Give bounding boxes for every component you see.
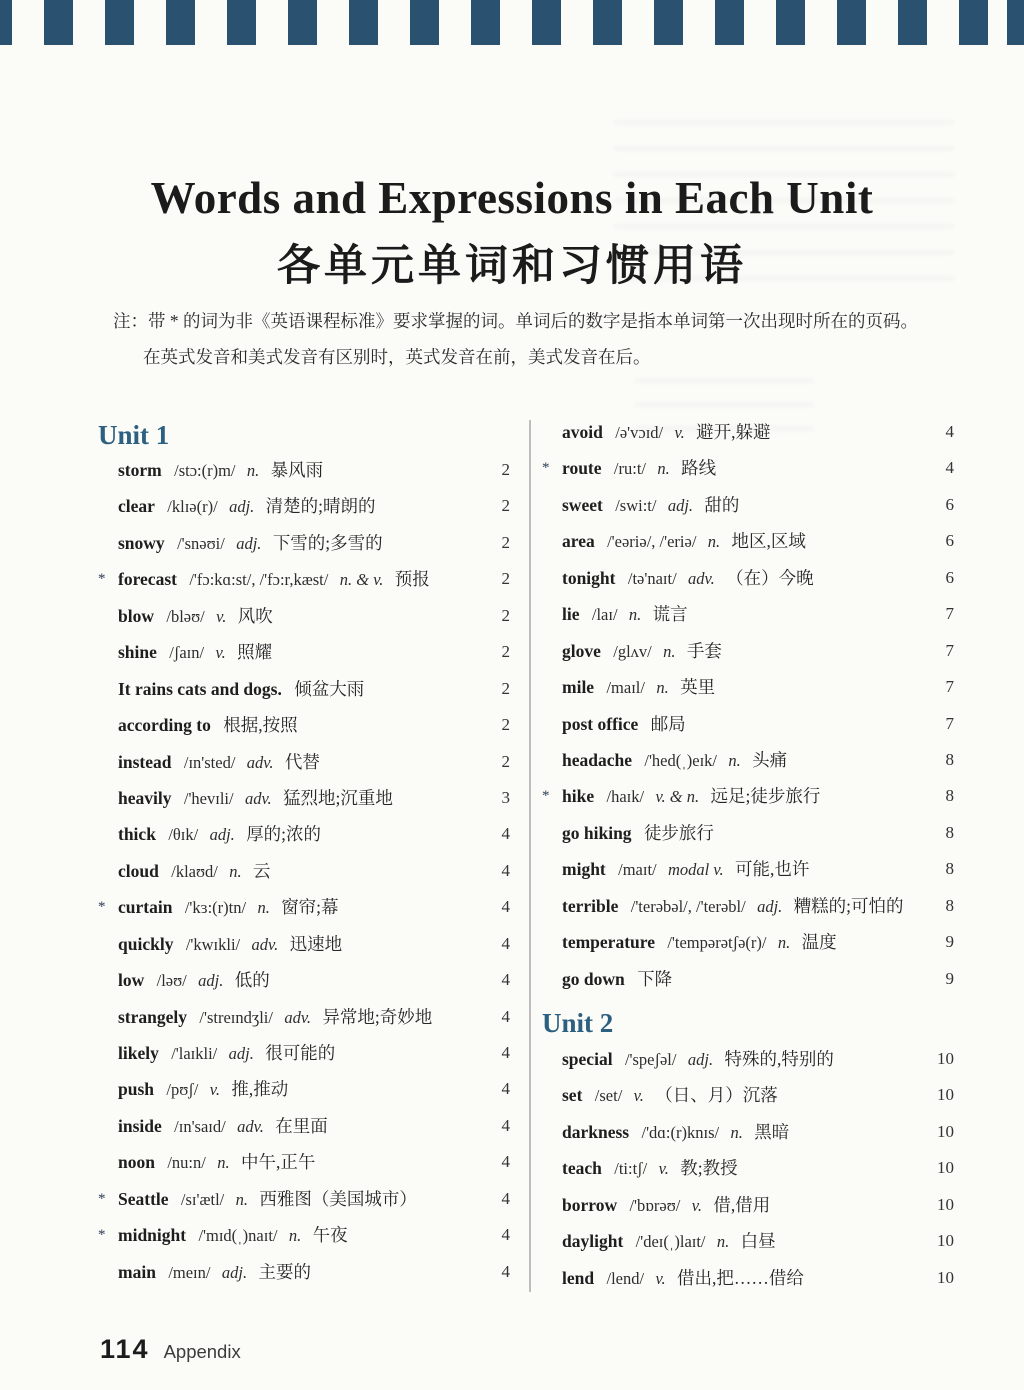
entry-chinese-gloss: 远足;徒步旅行 (710, 786, 821, 807)
top-stripe-band (0, 0, 1024, 45)
entry-word: lend (562, 1267, 595, 1288)
entry-chinese-gloss: 根据,按照 (223, 715, 298, 736)
word-entry (98, 744, 512, 780)
entry-page-number: 2 (501, 678, 510, 698)
unit-2-heading: Unit 2 (542, 1008, 614, 1038)
entry-phonetic: /'terəbəl/, /'terəbl/ (630, 896, 746, 916)
word-entry (98, 816, 512, 852)
page-title-chinese: 各单元单词和习惯用语 (277, 242, 747, 290)
entry-chinese-gloss: 很可能的 (265, 1043, 336, 1063)
entry-page-number: 4 (501, 970, 510, 990)
entry-word: It rains cats and dogs. (118, 678, 282, 699)
word-entry (542, 633, 956, 669)
word-entry (98, 1254, 512, 1290)
entry-word: forecast (118, 569, 177, 590)
word-entry (542, 888, 956, 924)
entry-chinese-gloss: 在里面 (275, 1115, 328, 1136)
entry-page-number: 2 (501, 605, 510, 625)
entry-part-of-speech: adv. (284, 1007, 312, 1027)
word-entry (542, 560, 956, 596)
entry-phonetic: /maɪt/ (618, 860, 657, 880)
word-entry (542, 1077, 956, 1113)
entry-page-number: 4 (501, 1152, 510, 1172)
entry-chinese-gloss: 避开,躲避 (696, 422, 771, 442)
entry-word: darkness (562, 1121, 630, 1142)
entry-phonetic: /ti:tʃ/ (614, 1159, 648, 1179)
entry-part-of-speech: v. (216, 606, 227, 626)
entry-part-of-speech: n. (777, 933, 791, 953)
entry-part-of-speech: n. (235, 1189, 248, 1209)
entry-chinese-gloss: 路线 (681, 458, 717, 479)
entry-part-of-speech: v. (674, 423, 685, 442)
entry-phonetic: /'eəriə/, /'eriə/ (607, 532, 697, 552)
entry-phonetic: /'bɒrəʊ/ (629, 1195, 681, 1215)
entry-page-number: 7 (945, 713, 954, 733)
entry-phonetic: /ʃaɪn/ (169, 643, 205, 663)
entry-chinese-gloss: 倾盆大雨 (294, 678, 365, 699)
entry-phonetic: /θɪk/ (168, 825, 199, 845)
entry-chinese-gloss: 手套 (686, 640, 722, 661)
entry-word: sweet (562, 494, 603, 515)
entry-word: post office (562, 713, 639, 734)
entry-word: Seattle (118, 1188, 169, 1209)
word-entry (98, 1035, 512, 1071)
word-entry (98, 999, 512, 1035)
entry-phonetic: /sɪ'ætl/ (180, 1189, 225, 1209)
non-curriculum-star-marker: * (98, 571, 106, 588)
entry-page-number: 4 (501, 860, 510, 880)
entry-chinese-gloss: 猛烈地;沉重地 (283, 787, 393, 808)
entry-word: heavily (118, 787, 172, 808)
word-entry (542, 742, 956, 778)
word-entry (542, 924, 956, 960)
entry-part-of-speech: v. (215, 643, 226, 663)
entry-word: main (118, 1261, 156, 1282)
entry-word: noon (118, 1152, 155, 1173)
entry-phonetic: /maɪl/ (606, 678, 645, 698)
entry-page-number: 4 (501, 1261, 510, 1281)
entry-part-of-speech: v. (655, 1268, 666, 1288)
entry-word: glove (562, 640, 601, 661)
entry-word: go hiking (562, 822, 632, 843)
entry-word: blow (118, 605, 154, 626)
entry-part-of-speech: adj. (757, 896, 783, 916)
left-column (98, 418, 512, 1290)
entry-word: instead (118, 751, 172, 772)
entry-word: teach (562, 1158, 602, 1179)
entry-word: special (562, 1049, 613, 1069)
entry-phonetic: /klaʊd/ (171, 861, 218, 881)
entry-phonetic: /set/ (594, 1086, 623, 1106)
word-entry (98, 889, 512, 925)
entry-phonetic: /nu:n/ (167, 1153, 206, 1173)
entry-page-number: 3 (501, 787, 510, 807)
column-divider (529, 420, 531, 1292)
entry-chinese-gloss: 中午,正午 (240, 1152, 316, 1173)
entry-phonetic: /'hevɪli/ (183, 788, 234, 808)
entry-phonetic: /'kɜ:(r)tn/ (184, 898, 247, 918)
word-entry (98, 1071, 512, 1107)
word-entry (98, 1217, 512, 1253)
entry-word: quickly (118, 933, 174, 954)
entry-part-of-speech: adv. (244, 788, 272, 808)
unit1-continued-entries (542, 414, 956, 997)
entry-word: set (562, 1085, 583, 1106)
word-entry (542, 450, 956, 486)
entry-part-of-speech: adj. (221, 1262, 248, 1282)
entry-part-of-speech: adv. (237, 1116, 264, 1136)
entry-page-number: 9 (945, 968, 954, 988)
entry-part-of-speech: n. (628, 605, 642, 625)
entry-part-of-speech: v. (633, 1086, 644, 1106)
entry-phonetic: /glʌv/ (613, 641, 652, 661)
word-entry (542, 1223, 956, 1259)
entry-page-number: 10 (937, 1267, 954, 1287)
word-entry (98, 1108, 512, 1144)
entry-page-number: 6 (945, 531, 954, 551)
entry-page-number: 8 (945, 786, 954, 806)
entry-word: daylight (562, 1231, 624, 1252)
entry-chinese-gloss: 迅速地 (289, 933, 343, 954)
entry-part-of-speech: adj. (236, 533, 262, 553)
entry-chinese-gloss: 借出,把……借给 (677, 1267, 804, 1288)
entry-page-number: 8 (945, 859, 954, 879)
entry-page-number: 4 (945, 422, 954, 441)
entry-page-number: 4 (501, 1006, 510, 1026)
entry-word: lie (562, 604, 580, 625)
entry-chinese-gloss: 下降 (637, 968, 673, 989)
entry-chinese-gloss: 预报 (394, 569, 430, 590)
usage-note-line-2: 在英式发音和美式发音有区别时，英式发音在前，美式发音在后。 (143, 347, 651, 367)
entry-page-number: 4 (501, 1043, 510, 1062)
entry-page-number: 4 (501, 1188, 510, 1208)
word-entry (542, 1260, 956, 1296)
entry-word: according to (118, 715, 211, 736)
entry-page-number: 4 (501, 1225, 510, 1245)
entry-word: go down (562, 968, 625, 989)
right-column (542, 414, 956, 1296)
page-footer (100, 1334, 241, 1370)
entry-page-number: 8 (945, 895, 954, 915)
entry-part-of-speech: adj. (198, 971, 224, 991)
entry-phonetic: /'hed(ˌ)eɪk/ (644, 750, 717, 770)
entry-phonetic: /ɪn'saɪd/ (174, 1116, 226, 1136)
non-curriculum-star-marker: * (542, 788, 550, 805)
entry-phonetic: /tə'naɪt/ (627, 568, 677, 588)
entry-part-of-speech: n. (229, 861, 242, 881)
entry-part-of-speech: v. (691, 1195, 702, 1215)
entry-chinese-gloss: 甜的 (704, 494, 740, 515)
word-entry (98, 1181, 512, 1217)
entry-word: route (562, 458, 602, 479)
unit1-entries (98, 452, 512, 1290)
entry-phonetic: /meɪn/ (168, 1262, 211, 1282)
entry-chinese-gloss: 西雅图（美国城市） (259, 1188, 417, 1209)
entry-word: terrible (562, 895, 619, 916)
entry-phonetic: /bləʊ/ (166, 606, 205, 626)
non-curriculum-star-marker: * (98, 1190, 106, 1207)
entry-phonetic: /'deɪ(ˌ)laɪt/ (635, 1232, 706, 1252)
word-entry (542, 815, 956, 851)
entry-page-number: 2 (501, 460, 510, 479)
word-entry (542, 778, 956, 814)
word-entry (98, 926, 512, 962)
entry-part-of-speech: adj. (228, 1044, 254, 1063)
entry-page-number: 9 (945, 932, 954, 952)
non-curriculum-star-marker: * (98, 1227, 106, 1244)
entry-chinese-gloss: 下雪的;多雪的 (272, 532, 383, 553)
entry-part-of-speech: n. (288, 1226, 302, 1246)
entry-chinese-gloss: 黑暗 (754, 1121, 790, 1142)
entry-part-of-speech: v. & n. (655, 787, 700, 807)
non-curriculum-star-marker: * (98, 899, 106, 916)
entry-phonetic: /'streɪndʒli/ (199, 1007, 273, 1027)
entry-page-number: 2 (501, 496, 510, 516)
entry-part-of-speech: n. (656, 678, 669, 698)
entry-chinese-gloss: 白昼 (740, 1231, 776, 1252)
entry-page-number: 10 (937, 1194, 954, 1214)
entry-chinese-gloss: 低的 (234, 970, 270, 991)
entry-word: curtain (118, 897, 173, 918)
word-entry (542, 596, 956, 632)
entry-chinese-gloss: 风吹 (237, 605, 273, 626)
entry-phonetic: /'mɪd(ˌ)naɪt/ (198, 1226, 278, 1246)
entry-page-number: 4 (501, 1115, 510, 1135)
entry-page-number: 2 (501, 569, 510, 589)
entry-page-number: 4 (501, 824, 510, 844)
entry-part-of-speech: n. (707, 532, 721, 552)
entry-page-number: 4 (501, 933, 510, 953)
entry-part-of-speech: modal v. (668, 860, 724, 880)
word-entry (542, 961, 956, 997)
entry-word: area (562, 531, 595, 552)
entry-part-of-speech: adj. (229, 497, 255, 517)
entry-phonetic: /'speʃəl/ (624, 1050, 677, 1069)
entry-chinese-gloss: 云 (253, 860, 271, 881)
entry-page-number: 10 (937, 1049, 954, 1068)
entry-page-number: 10 (937, 1121, 954, 1141)
word-entry (98, 488, 512, 524)
word-entry (98, 452, 512, 488)
entry-word: push (118, 1079, 155, 1100)
entry-word: avoid (562, 422, 603, 442)
word-entry (542, 1187, 956, 1223)
word-entry (542, 523, 956, 559)
usage-note-line-1: 注：带 * 的词为非《英语课程标准》要求掌握的词。单词后的数字是指本单词第一次出现时所在的页码。 (113, 311, 918, 331)
entry-part-of-speech: n. (657, 459, 670, 479)
footer-appendix-label: Appendix (163, 1341, 241, 1362)
page-title-english: Words and Expressions in Each Unit (150, 173, 874, 223)
entry-part-of-speech: adv. (251, 934, 279, 954)
entry-part-of-speech: n. (663, 641, 676, 661)
entry-part-of-speech: adj. (209, 825, 235, 845)
entry-page-number: 8 (945, 822, 954, 842)
entry-phonetic: /ləʊ/ (156, 971, 187, 991)
entry-part-of-speech: n. (730, 1122, 743, 1142)
entry-chinese-gloss: 借,借用 (713, 1194, 771, 1215)
entry-chinese-gloss: 清楚的;晴朗的 (265, 496, 376, 517)
entry-chinese-gloss: 暴风雨 (270, 460, 324, 480)
entry-chinese-gloss: 特殊的,特别的 (724, 1049, 834, 1069)
entry-page-number: 2 (501, 715, 510, 735)
entry-part-of-speech: v. (658, 1159, 669, 1179)
entry-phonetic: /'tempərətʃə(r)/ (667, 933, 767, 953)
entry-word: mile (562, 677, 595, 698)
entry-phonetic: /'fɔ:kɑ:st/, /'fɔ:r,kæst/ (189, 570, 329, 590)
entry-phonetic: /haɪk/ (606, 787, 645, 807)
entry-chinese-gloss: 午夜 (312, 1225, 348, 1246)
entry-page-number: 4 (945, 458, 954, 478)
word-entry (542, 706, 956, 742)
entry-part-of-speech: n. (716, 1232, 730, 1252)
entry-word: borrow (562, 1194, 618, 1215)
entry-part-of-speech: adj. (687, 1050, 714, 1069)
entry-word: likely (118, 1043, 159, 1063)
entry-chinese-gloss: 温度 (801, 932, 837, 953)
entry-phonetic: /laɪ/ (591, 605, 618, 625)
entry-word: might (562, 859, 606, 880)
entry-phonetic: /klɪə(r)/ (167, 497, 218, 517)
entry-phonetic: /'kwɪkli/ (185, 934, 241, 954)
entry-word: midnight (118, 1225, 187, 1246)
entry-word: tonight (562, 567, 616, 588)
entry-chinese-gloss: 照耀 (237, 642, 273, 663)
word-entry (98, 962, 512, 998)
entry-chinese-gloss: 徒步旅行 (643, 822, 714, 843)
entry-word: inside (118, 1115, 162, 1136)
entry-word: hike (562, 786, 595, 807)
word-entry (98, 671, 512, 707)
word-entry (98, 598, 512, 634)
word-entry (98, 525, 512, 561)
entry-phonetic: /lend/ (606, 1268, 645, 1288)
word-entry (542, 1041, 956, 1077)
entry-page-number: 10 (937, 1085, 954, 1105)
entry-word: shine (118, 642, 157, 663)
entry-chinese-gloss: 厚的;浓的 (246, 824, 322, 845)
entry-chinese-gloss: （日、月）沉落 (655, 1085, 778, 1106)
entry-phonetic: /ru:t/ (613, 459, 646, 479)
entry-chinese-gloss: 谎言 (652, 604, 688, 625)
entry-page-number: 10 (937, 1231, 954, 1251)
entry-page-number: 2 (501, 532, 510, 552)
word-entry (98, 853, 512, 889)
entry-part-of-speech: n. (728, 750, 741, 770)
entry-page-number: 8 (945, 749, 954, 769)
entry-word: storm (118, 460, 162, 480)
entry-phonetic: /ɪn'sted/ (183, 752, 236, 772)
entry-word: clear (118, 496, 155, 517)
entry-chinese-gloss: 窗帘;幕 (281, 897, 339, 918)
entry-chinese-gloss: 头痛 (752, 749, 788, 770)
entry-phonetic: /pʊʃ/ (166, 1080, 199, 1100)
word-entry (542, 487, 956, 523)
entry-phonetic: /swi:t/ (615, 495, 657, 515)
entry-word: headache (562, 749, 632, 770)
entry-chinese-gloss: 教;教授 (680, 1158, 738, 1179)
entry-chinese-gloss: （在）今晚 (726, 567, 814, 588)
usage-note (113, 303, 953, 375)
word-entry (98, 634, 512, 670)
entry-page-number: 2 (501, 642, 510, 662)
entry-chinese-gloss: 英里 (680, 677, 716, 698)
entry-page-number: 7 (945, 604, 954, 624)
entry-chinese-gloss: 推,推动 (231, 1079, 289, 1100)
word-entry (542, 1114, 956, 1150)
entry-page-number: 6 (945, 567, 954, 587)
entry-chinese-gloss: 糟糕的;可怕的 (793, 895, 904, 916)
entry-page-number: 7 (945, 640, 954, 660)
entry-chinese-gloss: 主要的 (258, 1261, 311, 1282)
entry-word: snowy (118, 532, 165, 553)
entry-word: cloud (118, 860, 159, 881)
entry-word: temperature (562, 932, 655, 953)
word-entry (98, 1144, 512, 1180)
entry-page-number: 10 (937, 1158, 954, 1178)
entry-part-of-speech: n. (257, 898, 270, 918)
entry-chinese-gloss: 代替 (284, 751, 320, 772)
entry-word: low (118, 970, 145, 991)
word-entry (542, 851, 956, 887)
entry-chinese-gloss: 可能,也许 (734, 859, 810, 880)
entry-part-of-speech: n. (217, 1153, 230, 1173)
entry-phonetic: /'snəʊi/ (177, 533, 225, 553)
entry-word: thick (118, 824, 156, 845)
entry-part-of-speech: adj. (667, 495, 694, 515)
entry-phonetic: /ə'vɔɪd/ (615, 423, 664, 442)
non-curriculum-star-marker: * (542, 460, 550, 477)
word-entry (542, 1150, 956, 1186)
entry-word: strangely (118, 1006, 188, 1027)
entry-chinese-gloss: 地区,区域 (731, 531, 806, 552)
word-entry (542, 414, 956, 450)
entry-phonetic: /'dɑ:(r)knɪs/ (641, 1122, 720, 1142)
word-entry (98, 707, 512, 743)
entry-phonetic: /'laɪkli/ (171, 1044, 218, 1063)
entry-chinese-gloss: 异常地;奇妙地 (322, 1006, 433, 1027)
entry-page-number: 4 (501, 1079, 510, 1099)
entry-part-of-speech: v. (209, 1080, 220, 1100)
entry-chinese-gloss: 邮局 (650, 713, 686, 734)
entry-part-of-speech: adv. (688, 568, 715, 588)
unit2-entries (542, 1041, 956, 1296)
entry-part-of-speech: n. & v. (339, 570, 384, 590)
entry-page-number: 6 (945, 494, 954, 514)
unit-1-heading: Unit 1 (98, 420, 170, 450)
entry-page-number: 4 (501, 897, 510, 917)
word-entry (542, 669, 956, 705)
entry-page-number: 2 (501, 751, 510, 771)
footer-page-number: 114 (100, 1334, 150, 1364)
entry-page-number: 7 (945, 677, 954, 697)
entry-part-of-speech: adv. (246, 752, 274, 772)
word-entry (98, 780, 512, 816)
word-entry (98, 561, 512, 597)
entry-phonetic: /stɔ:(r)m/ (174, 461, 236, 480)
entry-part-of-speech: n. (246, 461, 260, 480)
